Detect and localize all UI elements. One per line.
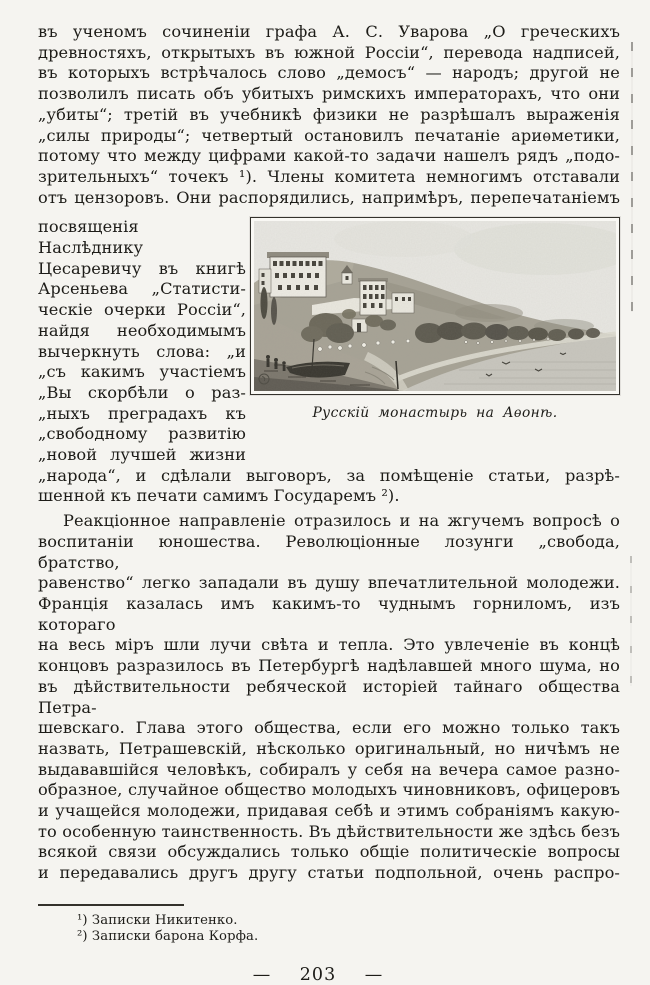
photo-caption: Русскій монастырь на Аѳонѣ. bbox=[312, 405, 558, 422]
text-line: шенной къ печати самимъ Государемъ ²). bbox=[38, 486, 400, 506]
footnote-line: ¹) Записки Никитенко. bbox=[77, 912, 238, 928]
text-line: Реакціонное направленіе отразилось и на жгучемъ вопросѣ о bbox=[63, 511, 620, 531]
monastery-photo bbox=[250, 217, 620, 395]
intro-paragraph bbox=[38, 22, 620, 208]
text-line: древностяхъ, открытыхъ въ южной Россіи“, перевода надписей, bbox=[38, 42, 620, 62]
text-line: и учащейся молодежи, придавая себѣ и этимъ собраніямъ какую- bbox=[38, 801, 620, 821]
text-line: „силы природы“; четвертый остановилъ печатаніе ариѳметики, bbox=[38, 125, 620, 145]
text-line: „свободному развитію bbox=[38, 424, 246, 444]
footnote-divider bbox=[38, 904, 184, 906]
text-line: выдававшійся человѣкъ, собиралъ у себя на вечера самое разно- bbox=[38, 759, 620, 779]
text-line: „съ какимъ участіемъ bbox=[38, 362, 246, 382]
text-line: концовъ разразилось въ Петербургѣ надѣлавшей много шума, но bbox=[38, 656, 620, 676]
text-line: въ которыхъ встрѣчалось слово „демосъ“ — народъ; другой не bbox=[38, 63, 620, 83]
text-line: „Вы скорбѣли о раз- bbox=[38, 382, 246, 402]
text-line: зрительныхъ“ точекъ ¹). Члены комитета немногимъ отставали bbox=[38, 166, 620, 186]
footnotes bbox=[38, 913, 620, 945]
text-line: Цесаревичу въ книгѣ bbox=[38, 258, 246, 278]
text-line: „народа“, и сдѣлали выговоръ, за помѣщеніе статьи, разрѣ- bbox=[38, 465, 620, 485]
text-line: шевскаго. Глава этого общества, если его можно только такъ bbox=[38, 718, 620, 738]
wrap-section bbox=[38, 217, 620, 465]
text-line: ческіе очерки Россіи“, bbox=[38, 300, 246, 320]
text-line: посвященія Наслѣднику bbox=[38, 217, 144, 258]
text-line: найдя необходимымъ bbox=[38, 320, 246, 340]
text-line: воспитаніи юношества. Революціонные лозунги „свобода, братство, bbox=[38, 531, 620, 572]
text-line: то особенную таинственность. Въ дѣйствительности же здѣсь безъ bbox=[38, 821, 620, 841]
text-line: въ дѣйствительности ребяческой исторіей тайнаго общества Петра- bbox=[38, 676, 620, 717]
text-line: образное, случайное общество молодыхъ чиновниковъ, офицеровъ bbox=[38, 780, 620, 800]
text-line: въ ученомъ сочиненіи графа А. С. Уварова „О греческихъ bbox=[38, 22, 620, 41]
text-line: потому что между цифрами какой-то задачи нашелъ рядъ „подо- bbox=[38, 146, 620, 166]
text-line: „ныхъ преградахъ къ bbox=[38, 403, 246, 423]
text-line: всякой связи обсуждались только общіе политическіе вопросы bbox=[38, 842, 620, 862]
text-line: на весь міръ шли лучи свѣта и тепла. Это увлеченіе въ концѣ bbox=[38, 635, 620, 655]
text-line: Арсеньева „Статисти- bbox=[38, 279, 246, 299]
text-line: позволилъ писать объ убитыхъ римскихъ императорахъ, что они bbox=[38, 84, 620, 104]
monastery-figure bbox=[250, 217, 620, 422]
scan-edge-artifact bbox=[630, 556, 632, 686]
text-line: вычеркнуть слова: „и bbox=[38, 341, 246, 361]
text-line: назвать, Петрашевскій, нѣсколько оригинальный, но ничѣмъ не bbox=[38, 738, 620, 758]
wrap-left-column bbox=[38, 217, 246, 465]
text-line: „новой лучшей жизни bbox=[38, 445, 246, 465]
photo-grain bbox=[254, 221, 616, 391]
footnote-line: ²) Записки барона Корфа. bbox=[77, 928, 259, 944]
monastery-engraving bbox=[254, 221, 616, 391]
text-line: „убиты“; третій въ учебникѣ физики не разрѣшалъ выраженія bbox=[38, 104, 620, 124]
text-line: Франція казалась имъ какимъ-то чуднымъ горниломъ, изъ котораго bbox=[38, 593, 620, 634]
text-line: и передавались другъ другу статьи подпольной, очень распро- bbox=[38, 863, 620, 883]
text-line: равенство“ легко западали въ душу впечатлительной молодежи. bbox=[38, 573, 620, 593]
scan-edge-artifact bbox=[631, 42, 633, 312]
body-paragraphs bbox=[38, 466, 620, 884]
text-line: отъ цензоровъ. Они распорядились, напримѣръ, перепечатаніемъ bbox=[38, 187, 620, 207]
page-number: — 203 — bbox=[252, 964, 384, 985]
